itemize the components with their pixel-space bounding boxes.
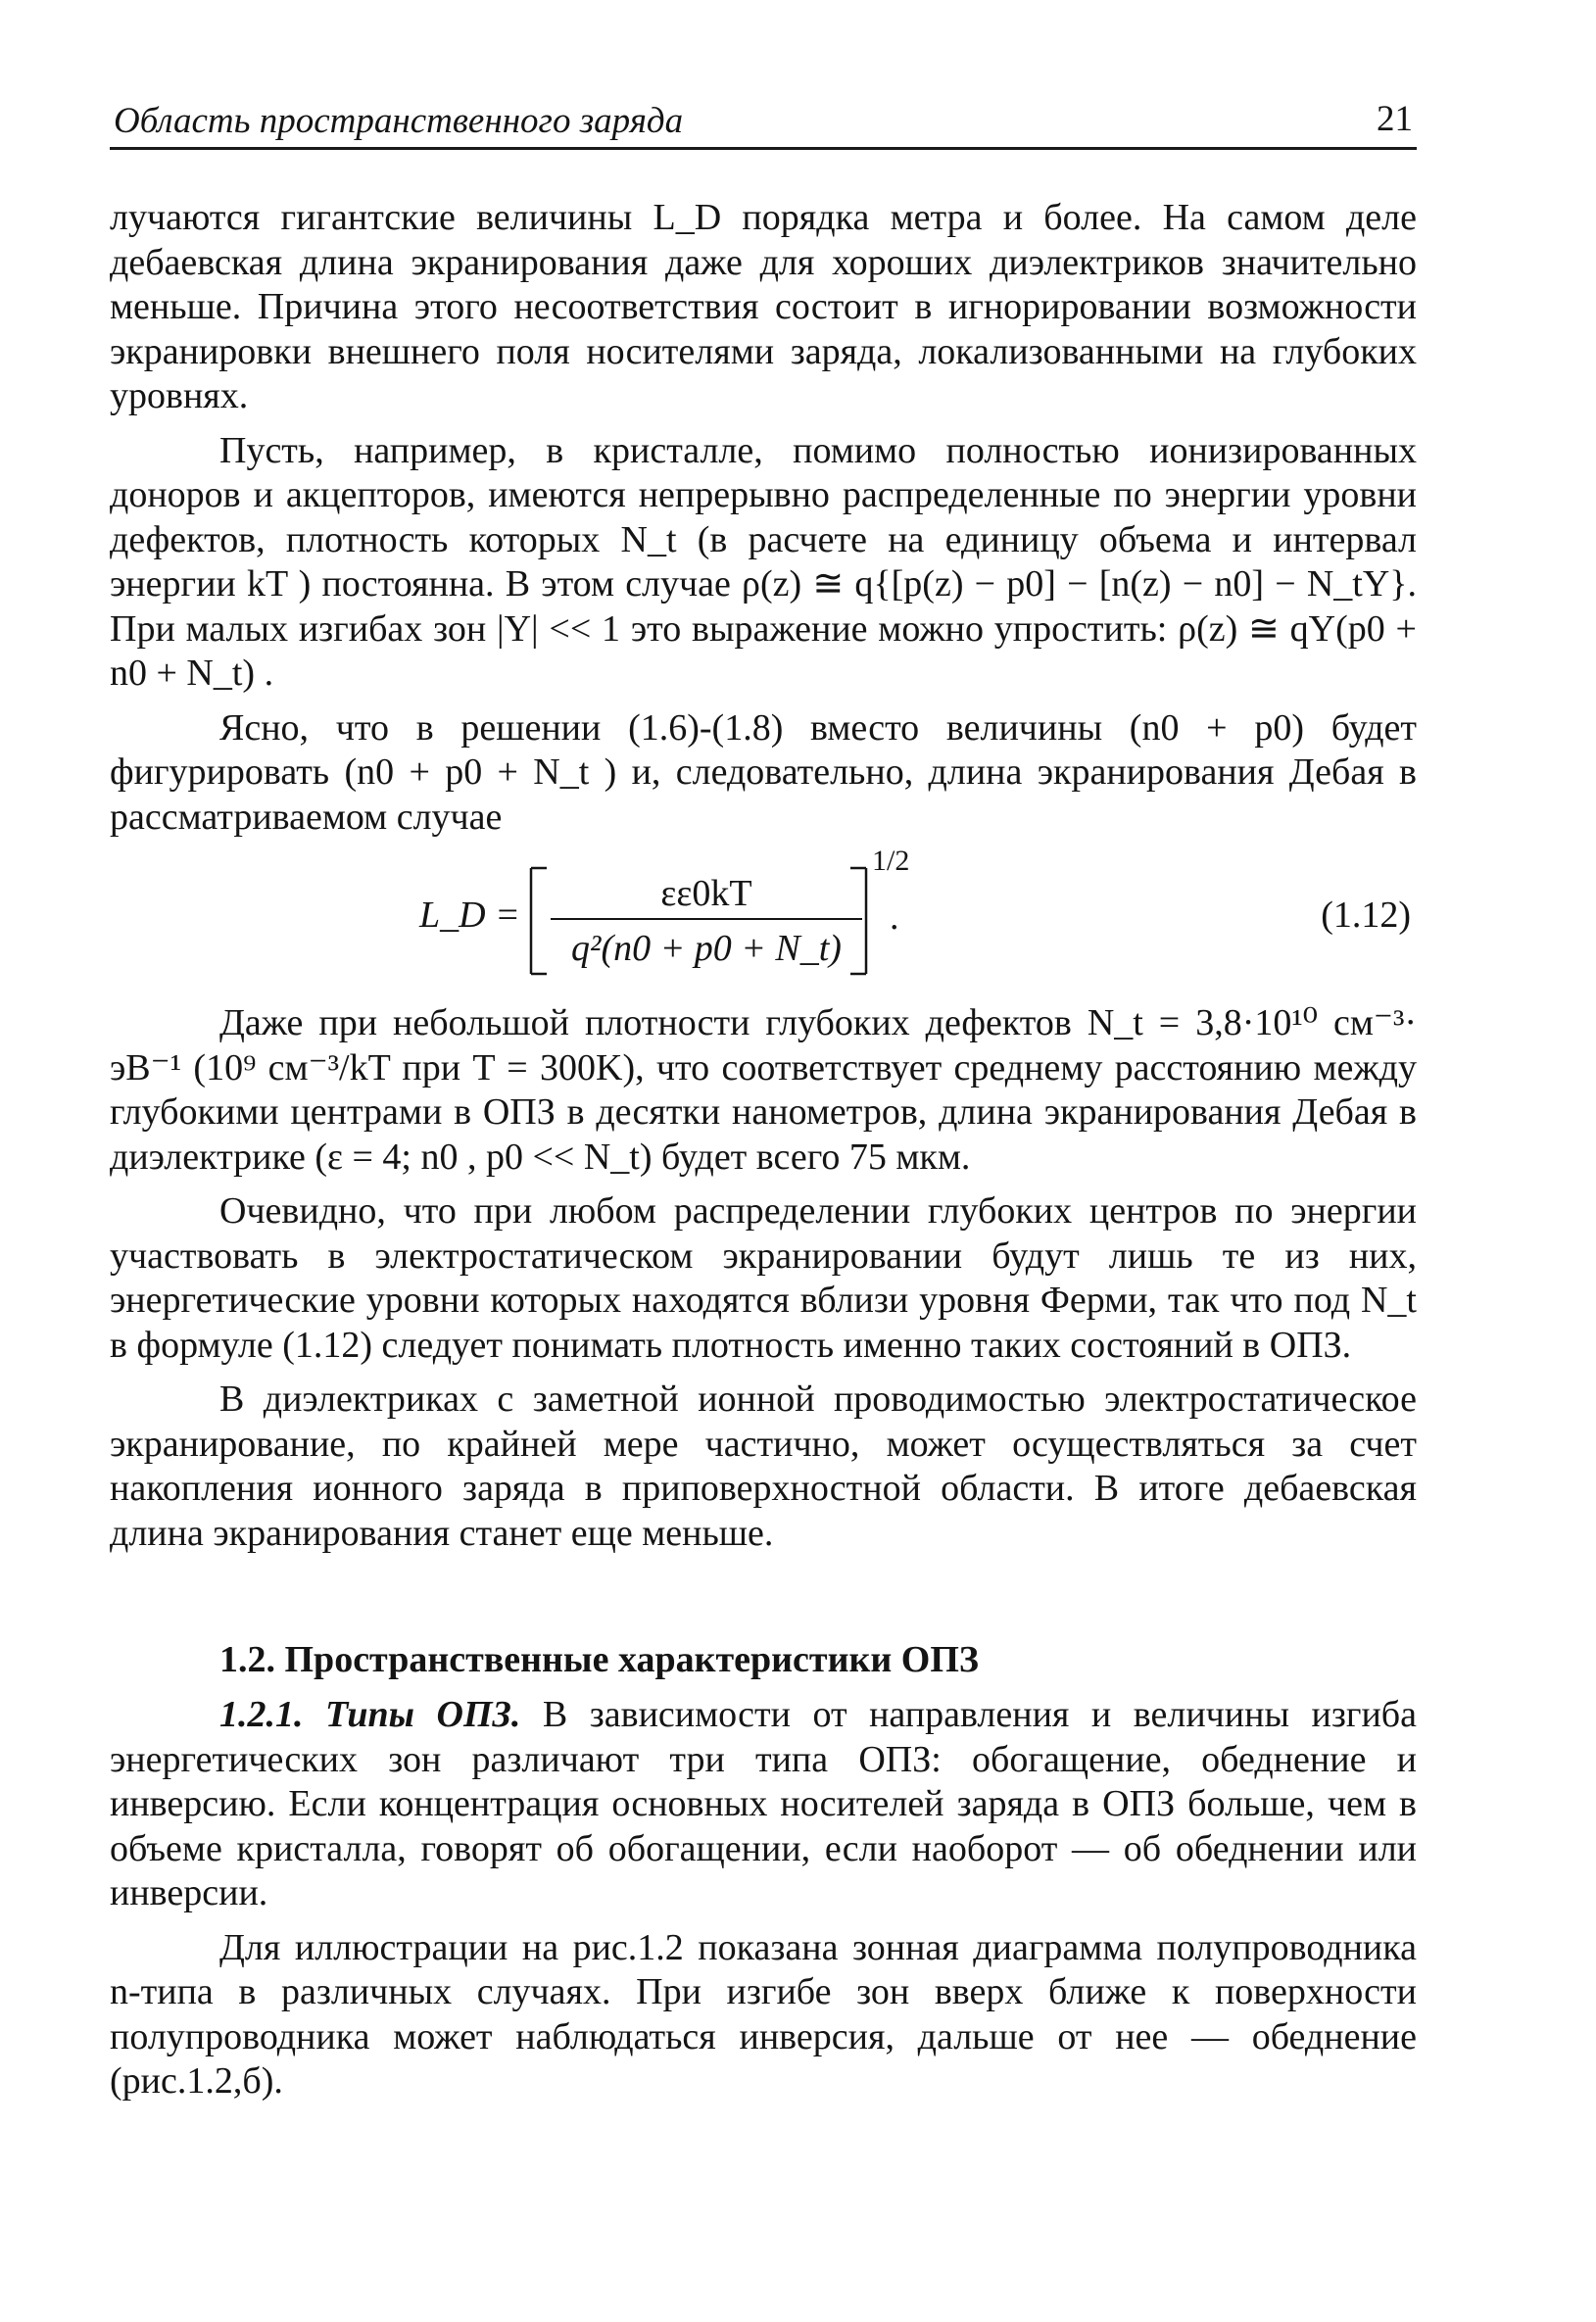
text-block-middle — [110, 1001, 1417, 1556]
equation-exponent: 1/2 — [872, 848, 910, 877]
equation-denominator: q²(n0 + p0 + N_t) — [571, 928, 842, 969]
running-header — [110, 98, 1417, 150]
equation-numerator: εε0kT — [660, 873, 752, 914]
equation-period: . — [890, 896, 899, 938]
page-number: 21 — [1377, 99, 1413, 139]
paragraph-continued: лучаются гигантские величины L_D порядка метра и более. На самом деле дебаевская длина экранирования даже для хороших диэлектриков значительно меньше. Причина этого несоответствия состоит в игнорировании возможности экранировки внешнего поля носителями заряда, локализованными на глубоких уровнях. — [110, 197, 1417, 416]
left-bracket — [531, 868, 547, 974]
running-title: Область пространственного заряда — [114, 101, 684, 141]
equation-1-12 — [404, 848, 1417, 995]
paragraph-fermi: Очевидно, что при любом распределении глубоких центров по энергии участвовать в электростатическом экранировании будут лишь те из них, энергетические уровни которых находятся вблизи уровня Ферми, так что под N_t в формуле (1.12) следует понимать плотность именно таких состояний в ОПЗ. — [110, 1190, 1417, 1366]
paragraph-illustration: Для иллюстрации на рис.1.2 показана зонная диаграмма полупроводника n-типа в различных случаях. При изгибе зон вверх ближе к поверхности полупроводника может наблюдаться инверсия, дальше от нее — обеднение (рис.1.2,б). — [110, 1926, 1417, 2102]
paragraph-defects: Пусть, например, в кристалле, помимо полностью ионизированных доноров и акцепторов, имеются непрерывно распределенные по энергии уровни дефектов, плотность которых N_t (в расчете на единицу объема и интервал энергии kT ) постоянна. В этом случае ρ(z) ≅ q{[p(z) − p0] − [n(z) − n0] − N_tY}. При малых изгибах зон |Y| << 1 это выражение можно упростить: ρ(z) ≅ qY(p0 + n0 + N_t) . — [110, 429, 1417, 694]
subsection-paragraph — [110, 1693, 1417, 1916]
subsection-title: 1.2.1. Типы ОПЗ. — [219, 1694, 521, 1735]
equation-number: (1.12) — [1321, 895, 1411, 936]
right-bracket — [850, 868, 866, 974]
paragraph-debye-intro: Ясно, что в решении (1.6)-(1.8) вместо величины (n0 + p0) будет фигурировать (n0 + p0 + N_t ) и, следовательно, длина экранирования Дебая в рассматриваемом случае — [110, 706, 1417, 838]
equation-lhs: L_D = — [419, 895, 520, 936]
paragraph-example: Даже при небольшой плотности глубоких дефектов N_t = 3,8·10¹⁰ см⁻³· эВ⁻¹ (10⁹ см⁻³/kT при T = 300K), что соответствует среднему расстоянию между глубокими центрами в ОПЗ в десятки нанометров, длина экранирования Дебая в диэлектрике (ε = 4; n0 , p0 << N_t) будет всего 75 мкм. — [110, 1002, 1417, 1178]
subsection-text: В зависимости от направления и величины изгиба энергетических зон различают три типа ОПЗ: обогащение, обеднение и инверсию. Если концентрация основных носителей заряда в ОПЗ больше, чем в объеме кристалла, говорят об обогащении, если наоборот — об обеднении или инверсии. — [110, 1694, 1417, 1913]
section-heading: 1.2. Пространственные характеристики ОПЗ — [219, 1639, 979, 1680]
text-block-bottom — [110, 1693, 1417, 2104]
paragraph-ionic: В диэлектриках с заметной ионной проводимостью электростатическое экранирование, по крайней мере частично, может осуществляться за счет накопления ионного заряда в приповерхностной области. В итоге дебаевская длина экранирования станет еще меньше. — [110, 1379, 1417, 1554]
text-block-top — [110, 196, 1417, 840]
